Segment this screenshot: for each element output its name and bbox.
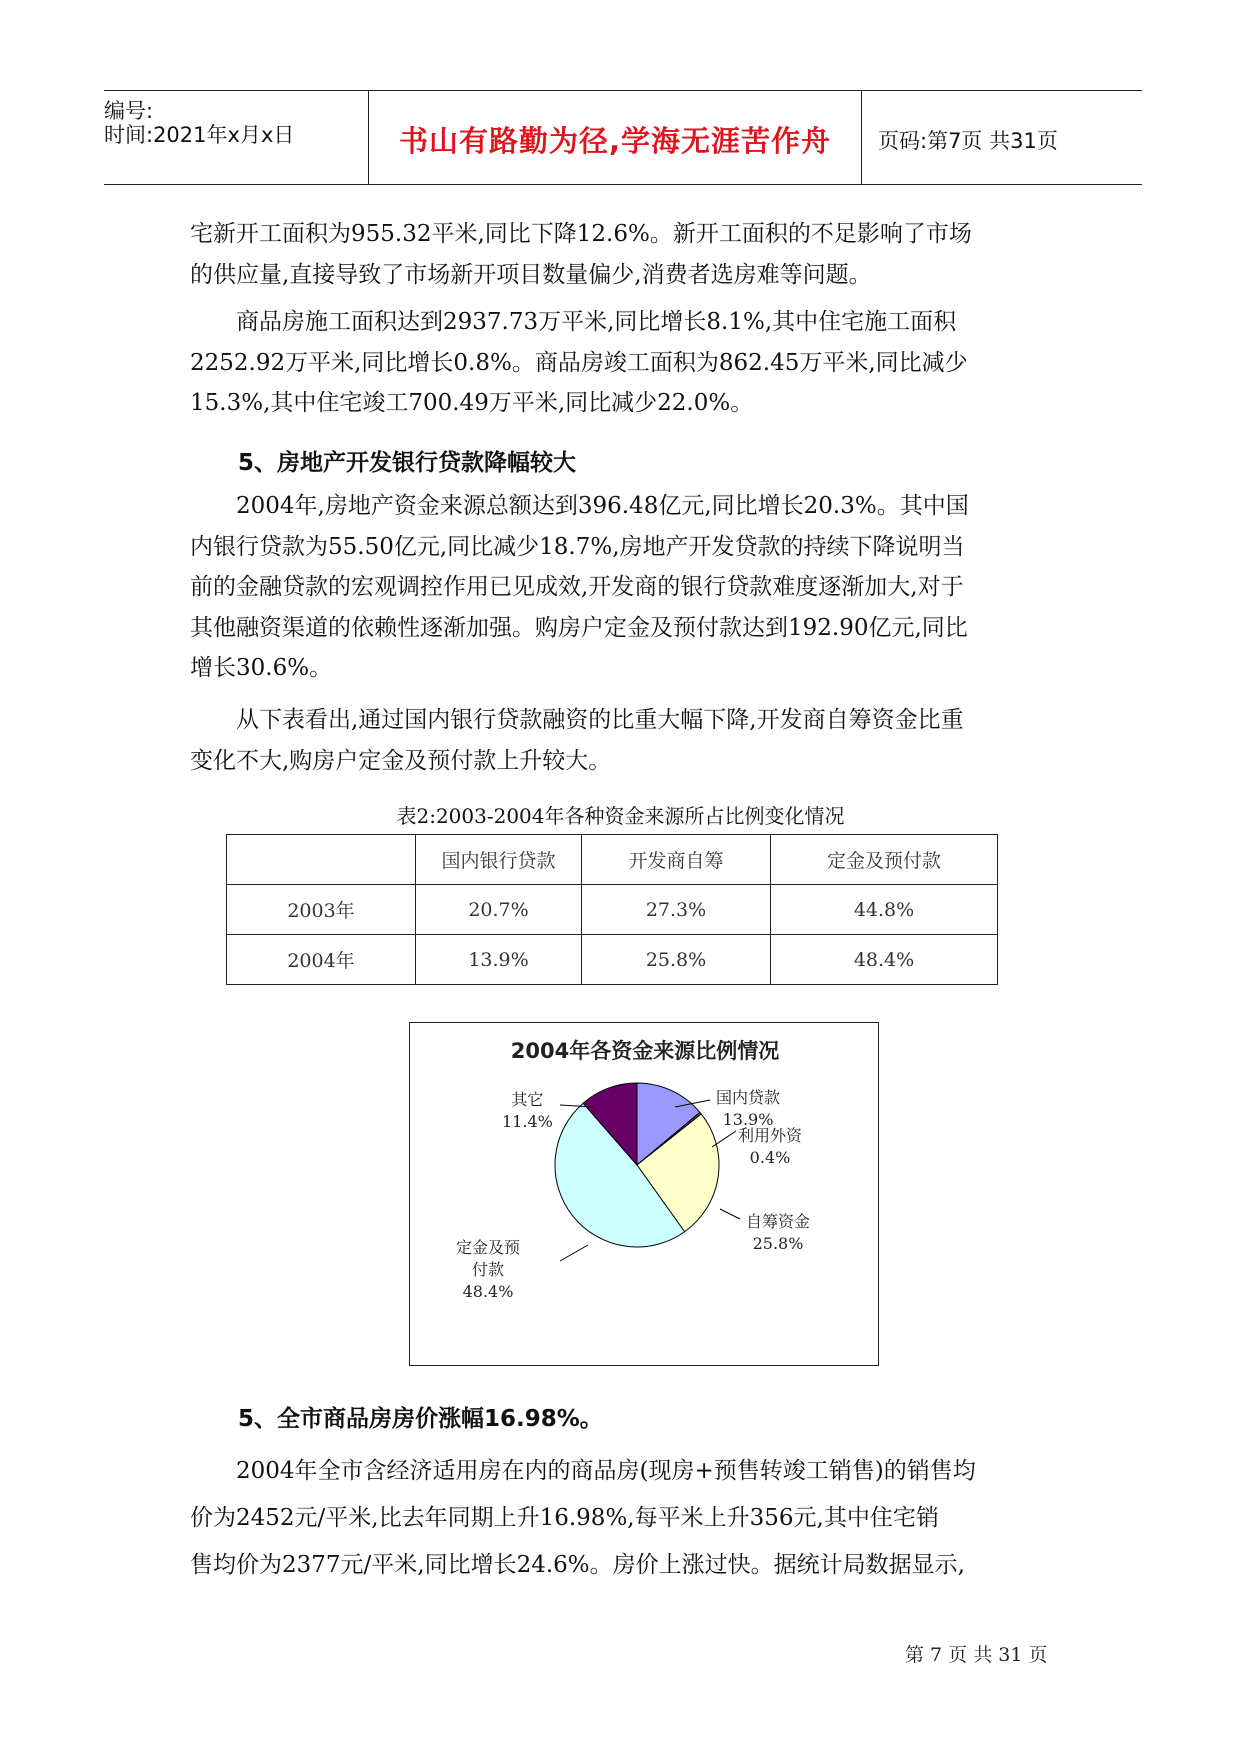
table-cell: 20.7% bbox=[416, 885, 582, 935]
slice-label-deposits: 定金及预 付款 48.4% bbox=[456, 1238, 521, 1301]
text-line: 内银行贷款为55.50亿元,同比减少18.7%,房地产开发贷款的持续下降说明当 bbox=[190, 533, 965, 560]
paragraph-table-intro bbox=[190, 700, 1062, 781]
leader-line bbox=[720, 1209, 740, 1219]
text-line: 售均价为2377元/平米,同比增长24.6%。房价上涨过快。据统计局数据显示, bbox=[190, 1552, 965, 1578]
table-header-cell: 开发商自筹 bbox=[582, 835, 771, 885]
paragraph-house-prices bbox=[190, 1448, 1062, 1589]
page-header bbox=[104, 90, 1142, 185]
pie-chart-svg bbox=[410, 1023, 878, 1365]
section-heading-house-prices: 5、全市商品房房价涨幅16.98%。 bbox=[238, 1406, 603, 1432]
table-cell: 25.8% bbox=[582, 935, 771, 985]
paragraph-construction-area bbox=[190, 302, 1062, 424]
slice-label-self-raised: 自筹资金 25.8% bbox=[746, 1212, 811, 1253]
header-motto-cell bbox=[369, 91, 862, 184]
leader-line bbox=[560, 1245, 588, 1261]
table-header-cell: 定金及预付款 bbox=[771, 835, 998, 885]
text-line: 从下表看出,通过国内银行贷款融资的比重大幅下降,开发商自筹资金比重 bbox=[236, 707, 964, 733]
table-header-cell bbox=[227, 835, 416, 885]
paragraph-new-construction bbox=[190, 214, 1062, 295]
table-cell: 27.3% bbox=[582, 885, 771, 935]
slice-label-other: 其它 11.4% bbox=[502, 1090, 553, 1131]
table-header-cell: 国内银行贷款 bbox=[416, 835, 582, 885]
slice-label-foreign-capital: 利用外资 0.4% bbox=[738, 1126, 803, 1167]
text-line: 宅新开工面积为955.32平米,同比下降12.6%。新开工面积的不足影响了市场 bbox=[190, 221, 972, 247]
pie-chart bbox=[409, 1022, 879, 1366]
table-cell: 48.4% bbox=[771, 935, 998, 985]
text-line: 2252.92万平米,同比增长0.8%。商品房竣工面积为862.45万平米,同比减少 bbox=[190, 349, 968, 376]
paragraph-funding-sources bbox=[190, 486, 1062, 689]
text-line: 增长30.6%。 bbox=[190, 655, 333, 681]
header-page-number: 页码:第7页 共31页 bbox=[878, 129, 1058, 153]
table-row bbox=[227, 885, 998, 935]
section-heading-bank-loans: 5、房地产开发银行贷款降幅较大 bbox=[238, 450, 577, 476]
header-info-cell bbox=[104, 91, 369, 184]
text-line: 2004年,房地产资金来源总额达到396.48亿元,同比增长20.3%。其中国 bbox=[236, 493, 969, 519]
table-header-row bbox=[227, 835, 998, 885]
table-row bbox=[227, 935, 998, 985]
funding-ratio-table bbox=[226, 834, 998, 985]
page-footer: 第 7 页 共 31 页 bbox=[905, 1644, 1048, 1666]
text-line: 价为2452元/平米,比去年同期上升16.98%,每平米上升356元,其中住宅销 bbox=[190, 1505, 939, 1531]
table-caption: 表2:2003-2004年各种资金来源所占比例变化情况 bbox=[396, 804, 845, 828]
table-cell: 44.8% bbox=[771, 885, 998, 935]
text-line: 商品房施工面积达到2937.73万平米,同比增长8.1%,其中住宅施工面积 bbox=[236, 309, 957, 335]
document-time-label: 时间:2021年x月x日 bbox=[104, 123, 295, 147]
text-line: 2004年全市含经济适用房在内的商品房(现房+预售转竣工销售)的销售均 bbox=[236, 1458, 976, 1484]
text-line: 15.3%,其中住宅竣工700.49万平米,同比减少22.0%。 bbox=[190, 390, 754, 416]
table-cell: 2004年 bbox=[227, 935, 416, 985]
table-cell: 13.9% bbox=[416, 935, 582, 985]
text-line: 变化不大,购房户定金及预付款上升较大。 bbox=[190, 747, 612, 774]
text-line: 其他融资渠道的依赖性逐渐加强。购房户定金及预付款达到192.90亿元,同比 bbox=[190, 614, 968, 641]
leader-line bbox=[712, 1131, 736, 1147]
text-line: 的供应量,直接导致了市场新开项目数量偏少,消费者选房难等问题。 bbox=[190, 261, 872, 288]
text-line: 前的金融贷款的宏观调控作用已见成效,开发商的银行贷款难度逐渐加大,对于 bbox=[190, 574, 964, 600]
table-cell: 2003年 bbox=[227, 885, 416, 935]
document-number-label: 编号: bbox=[104, 99, 154, 123]
slice-label-domestic-loans: 国内贷款 13.9% bbox=[716, 1088, 781, 1129]
header-motto: 书山有路勤为径,学海无涯苦作舟 bbox=[398, 124, 832, 158]
header-page-cell bbox=[862, 91, 1142, 184]
chart-title: 2004年各资金来源比例情况 bbox=[510, 1039, 780, 1063]
